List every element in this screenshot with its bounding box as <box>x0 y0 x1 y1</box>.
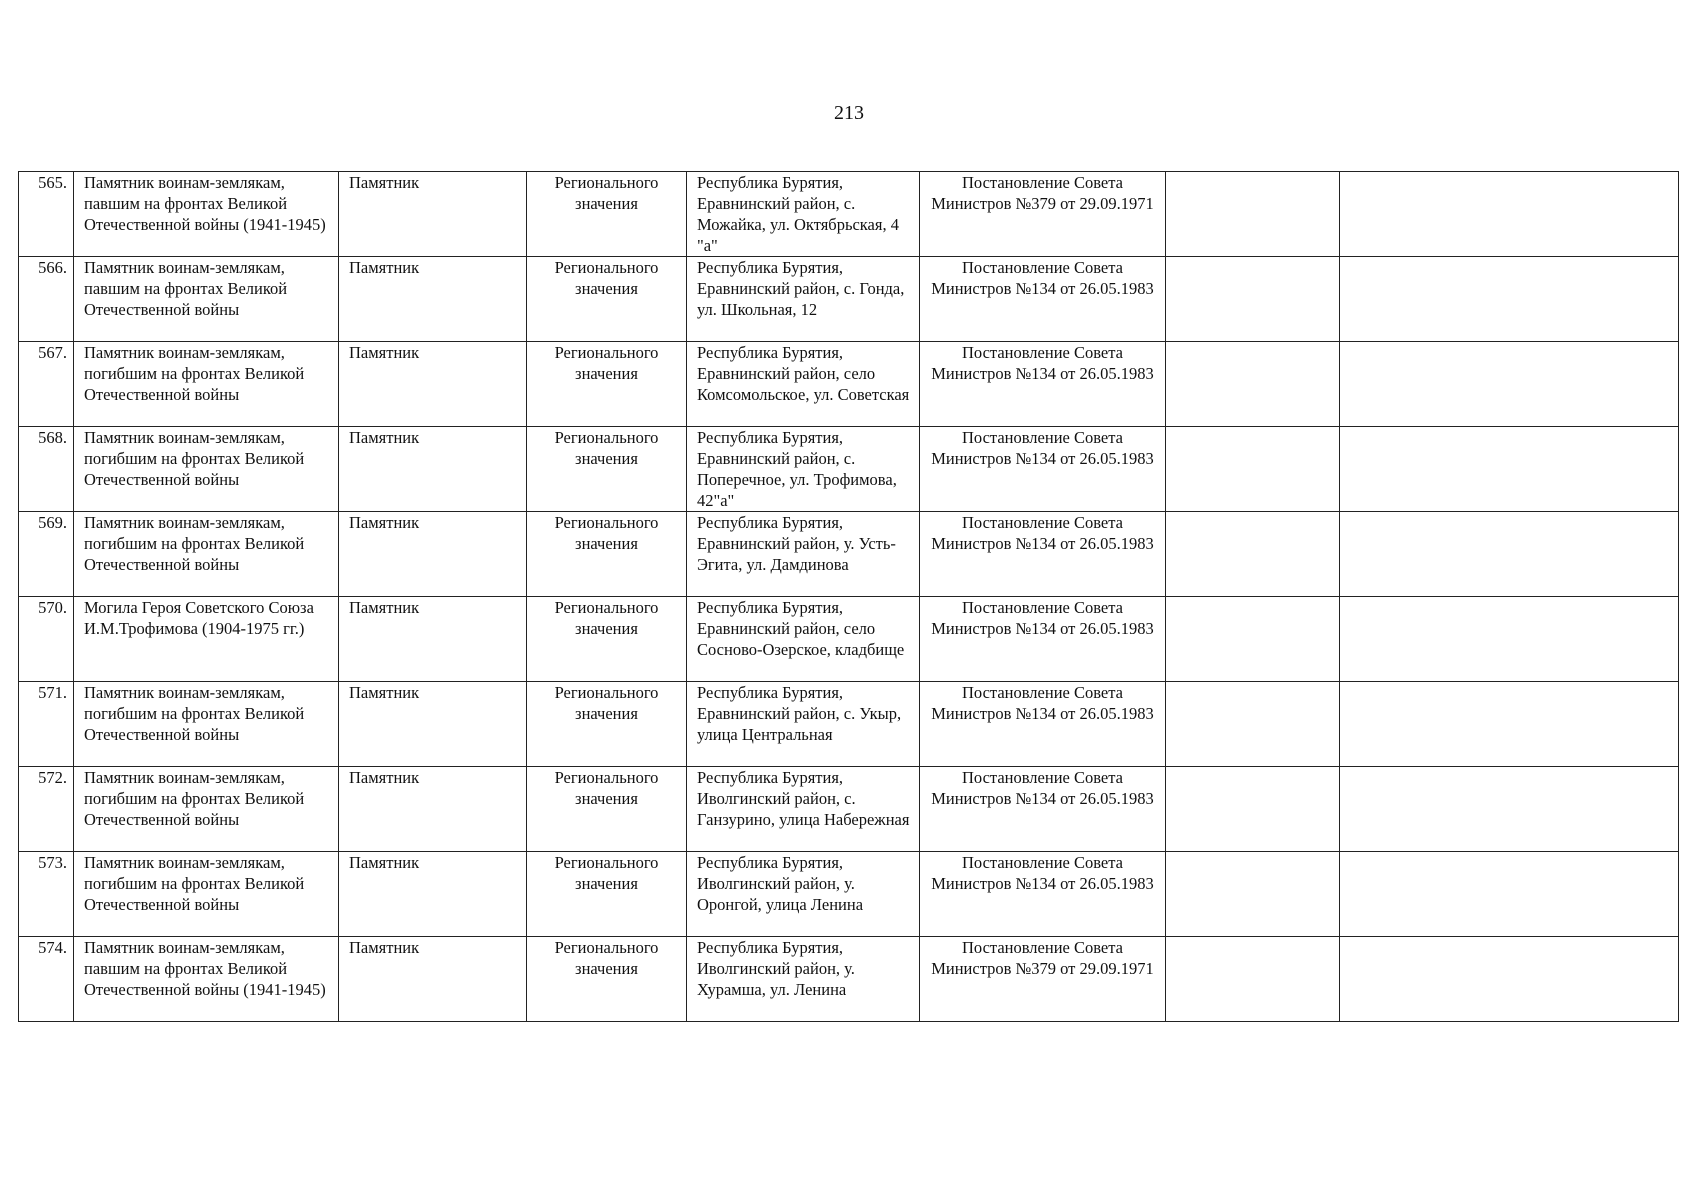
empty-cell <box>1166 767 1340 852</box>
empty-cell <box>1166 427 1340 512</box>
table-row <box>19 427 1679 512</box>
empty-cell <box>1166 512 1340 597</box>
object-name: Памятник воинам-землякам, погибшим на фронтах Великой Отечественной войны <box>74 342 339 427</box>
object-type: Памятник <box>339 767 527 852</box>
row-number: 566. <box>19 257 74 342</box>
legal-document: Постановление Совета Министров №134 от 26.05.1983 <box>920 342 1166 427</box>
empty-cell <box>1166 682 1340 767</box>
object-name: Памятник воинам-землякам, погибшим на фронтах Великой Отечественной войны <box>74 767 339 852</box>
row-number: 567. <box>19 342 74 427</box>
empty-cell <box>1340 257 1679 342</box>
object-category: Регионального значения <box>527 767 687 852</box>
row-number: 572. <box>19 767 74 852</box>
object-type: Памятник <box>339 512 527 597</box>
object-name: Памятник воинам-землякам, погибшим на фронтах Великой Отечественной войны <box>74 682 339 767</box>
legal-document: Постановление Совета Министров №134 от 26.05.1983 <box>920 767 1166 852</box>
empty-cell <box>1340 427 1679 512</box>
object-address: Республика Бурятия, Еравнинский район, село Комсомольское, ул. Советская <box>687 342 920 427</box>
row-number: 568. <box>19 427 74 512</box>
object-address: Республика Бурятия, Еравнинский район, у. Усть-Эгита, ул. Дамдинова <box>687 512 920 597</box>
legal-document: Постановление Совета Министров №134 от 26.05.1983 <box>920 512 1166 597</box>
object-address: Республика Бурятия, Иволгинский район, у. Оронгой, улица Ленина <box>687 852 920 937</box>
table-row <box>19 172 1679 257</box>
empty-cell <box>1166 257 1340 342</box>
empty-cell <box>1166 342 1340 427</box>
object-type: Памятник <box>339 342 527 427</box>
empty-cell <box>1340 852 1679 937</box>
empty-cell <box>1340 342 1679 427</box>
object-type: Памятник <box>339 937 527 1022</box>
empty-cell <box>1166 172 1340 257</box>
row-number: 569. <box>19 512 74 597</box>
row-number: 571. <box>19 682 74 767</box>
object-address: Республика Бурятия, Еравнинский район, с. Можайка, ул. Октябрьская, 4 "а" <box>687 172 920 257</box>
object-name: Памятник воинам-землякам, погибшим на фронтах Великой Отечественной войны <box>74 427 339 512</box>
page-number: 213 <box>834 102 864 124</box>
table-body <box>19 172 1679 1022</box>
object-category: Регионального значения <box>527 342 687 427</box>
table-row <box>19 682 1679 767</box>
legal-document: Постановление Совета Министров №134 от 26.05.1983 <box>920 682 1166 767</box>
monuments-table <box>18 171 1679 1022</box>
empty-cell <box>1166 852 1340 937</box>
row-number: 573. <box>19 852 74 937</box>
legal-document: Постановление Совета Министров №379 от 29.09.1971 <box>920 172 1166 257</box>
object-address: Республика Бурятия, Иволгинский район, с. Ганзурино, улица Набережная <box>687 767 920 852</box>
object-address: Республика Бурятия, Иволгинский район, у. Хурамша, ул. Ленина <box>687 937 920 1022</box>
object-category: Регионального значения <box>527 257 687 342</box>
legal-document: Постановление Совета Министров №134 от 26.05.1983 <box>920 427 1166 512</box>
object-type: Памятник <box>339 682 527 767</box>
object-type: Памятник <box>339 852 527 937</box>
object-address: Республика Бурятия, Еравнинский район, с. Укыр, улица Центральная <box>687 682 920 767</box>
object-address: Республика Бурятия, Еравнинский район, с. Гонда, ул. Школьная, 12 <box>687 257 920 342</box>
empty-cell <box>1340 682 1679 767</box>
legal-document: Постановление Совета Министров №134 от 26.05.1983 <box>920 257 1166 342</box>
object-name: Памятник воинам-землякам, погибшим на фронтах Великой Отечественной войны <box>74 512 339 597</box>
table-row <box>19 852 1679 937</box>
object-type: Памятник <box>339 257 527 342</box>
row-number: 574. <box>19 937 74 1022</box>
empty-cell <box>1340 172 1679 257</box>
object-name: Памятник воинам-землякам, погибшим на фронтах Великой Отечественной войны <box>74 852 339 937</box>
empty-cell <box>1340 767 1679 852</box>
object-category: Регионального значения <box>527 512 687 597</box>
object-name: Памятник воинам-землякам, павшим на фронтах Великой Отечественной войны (1941-1945) <box>74 172 339 257</box>
empty-cell <box>1166 937 1340 1022</box>
object-category: Регионального значения <box>527 937 687 1022</box>
legal-document: Постановление Совета Министров №379 от 29.09.1971 <box>920 937 1166 1022</box>
object-category: Регионального значения <box>527 597 687 682</box>
empty-cell <box>1340 597 1679 682</box>
object-category: Регионального значения <box>527 172 687 257</box>
table-row <box>19 342 1679 427</box>
table-row <box>19 937 1679 1022</box>
table-row <box>19 597 1679 682</box>
object-name: Могила Героя Советского Союза И.М.Трофимова (1904-1975 гг.) <box>74 597 339 682</box>
empty-cell <box>1340 512 1679 597</box>
object-type: Памятник <box>339 172 527 257</box>
row-number: 565. <box>19 172 74 257</box>
table-row <box>19 512 1679 597</box>
object-category: Регионального значения <box>527 427 687 512</box>
legal-document: Постановление Совета Министров №134 от 26.05.1983 <box>920 852 1166 937</box>
row-number: 570. <box>19 597 74 682</box>
object-category: Регионального значения <box>527 852 687 937</box>
object-type: Памятник <box>339 427 527 512</box>
table-row <box>19 257 1679 342</box>
object-category: Регионального значения <box>527 682 687 767</box>
empty-cell <box>1166 597 1340 682</box>
empty-cell <box>1340 937 1679 1022</box>
object-address: Республика Бурятия, Еравнинский район, село Сосново-Озерское, кладбище <box>687 597 920 682</box>
object-address: Республика Бурятия, Еравнинский район, с. Поперечное, ул. Трофимова, 42"а" <box>687 427 920 512</box>
object-name: Памятник воинам-землякам, павшим на фронтах Великой Отечественной войны (1941-1945) <box>74 937 339 1022</box>
object-name: Памятник воинам-землякам, павшим на фронтах Великой Отечественной войны <box>74 257 339 342</box>
object-type: Памятник <box>339 597 527 682</box>
legal-document: Постановление Совета Министров №134 от 26.05.1983 <box>920 597 1166 682</box>
table-row <box>19 767 1679 852</box>
